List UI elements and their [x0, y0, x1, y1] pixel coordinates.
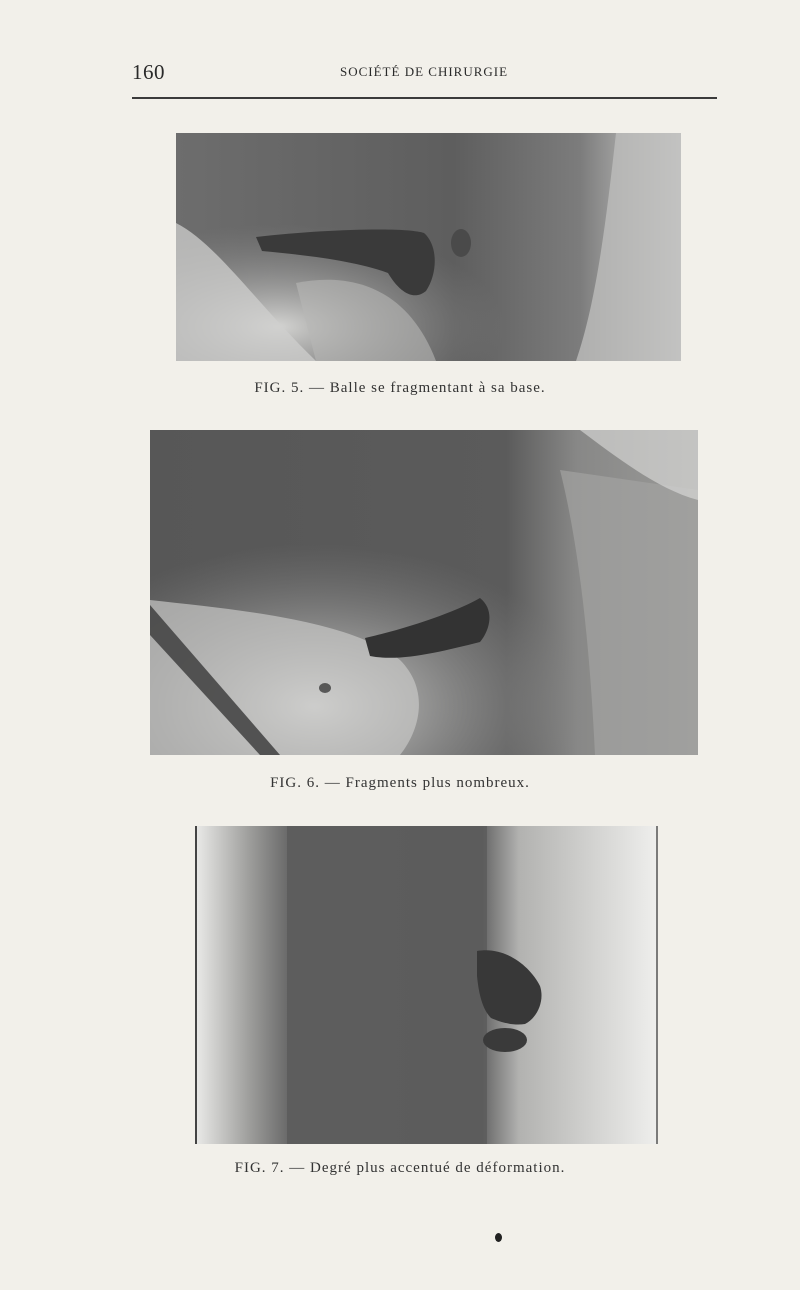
figure-7-radiograph	[195, 826, 658, 1144]
figure-6-radiograph	[150, 430, 698, 755]
figure-6-caption: FIG. 6. — Fragments plus nombreux.	[270, 775, 530, 791]
ink-speck	[495, 1233, 502, 1242]
header-rule	[132, 97, 717, 99]
figure-7-caption: FIG. 7. — Degré plus accentué de déformation.	[234, 1160, 566, 1176]
running-title: SOCIÉTÉ DE CHIRURGIE	[340, 64, 509, 79]
figure-5-radiograph	[176, 133, 681, 361]
figure-5-caption: FIG. 5. — Balle se fragmentant à sa base.	[254, 380, 546, 396]
page-number: 160	[132, 60, 165, 84]
